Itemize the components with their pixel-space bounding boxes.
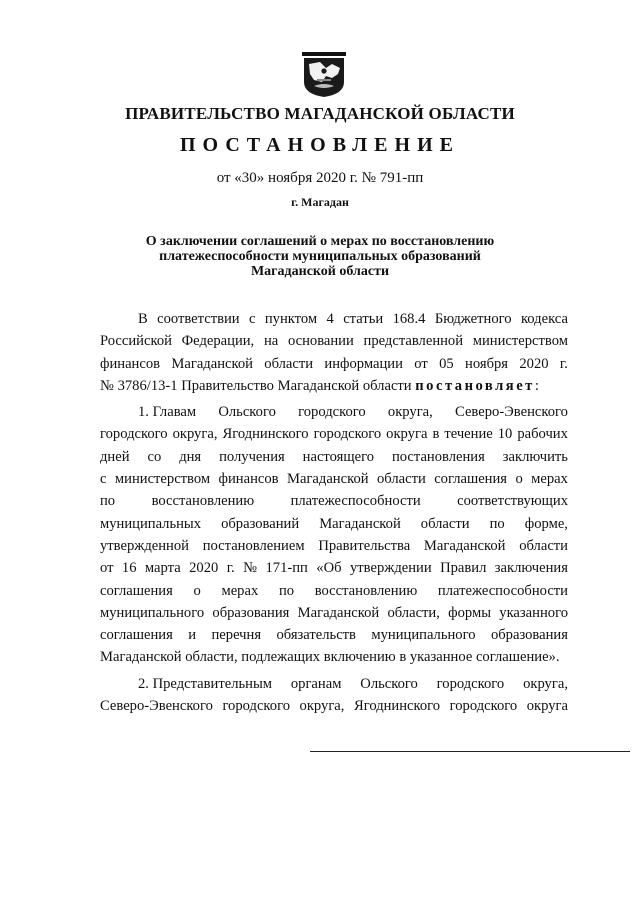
word: по — [278, 582, 295, 599]
word: заключить — [502, 448, 568, 465]
word: течение — [444, 426, 493, 443]
word: Магаданской — [297, 604, 380, 621]
text-line — [100, 557, 568, 579]
word: платежеспособности — [290, 493, 421, 510]
word: указанного — [499, 604, 568, 621]
word: соглашения — [100, 627, 173, 644]
word: о — [193, 582, 201, 599]
word: образований — [221, 515, 300, 532]
word: муниципального — [371, 627, 476, 644]
text-line — [100, 423, 568, 445]
text-line — [100, 490, 568, 512]
document-subject — [0, 234, 640, 279]
line-text: № 3786/13-1 Правительство Магаданской области — [100, 377, 416, 394]
word: Правительства — [318, 537, 411, 554]
word: постановления — [391, 448, 485, 465]
word: городского — [449, 698, 518, 715]
word: № — [243, 560, 258, 577]
word: кодекса — [520, 311, 568, 327]
emphasized-word: постановляет — [415, 377, 535, 394]
word: области — [519, 537, 568, 554]
word: статьи — [343, 311, 384, 327]
word: со — [147, 448, 162, 465]
word: Российской — [100, 333, 172, 350]
word: перечня — [211, 627, 262, 644]
text-line — [100, 468, 568, 490]
word: информации — [324, 355, 403, 372]
line-text: Магаданской области, подлежащих включению в указанное соглашение». — [100, 649, 560, 666]
word: ноября — [465, 355, 509, 372]
word: соглашения — [100, 582, 173, 599]
word: округа, — [172, 426, 218, 443]
word: представленной — [363, 333, 464, 350]
organization-title: ПРАВИТЕЛЬСТВО МАГАДАНСКОЙ ОБЛАСТИ — [125, 104, 515, 123]
word: восстановлению — [151, 493, 255, 510]
word: Магаданской — [286, 471, 369, 488]
word: финансов — [218, 471, 279, 488]
coat-of-arms-icon — [302, 52, 346, 98]
word: 168.4 — [392, 311, 426, 327]
paragraph-item-1 — [100, 401, 568, 669]
word: Ольского — [360, 675, 418, 692]
word: образования — [212, 604, 290, 621]
word: мерах — [221, 582, 259, 599]
word: утверждении — [349, 560, 432, 577]
word: городского — [313, 426, 382, 443]
subject-line: Магаданской области — [250, 264, 390, 279]
word: Правил — [440, 560, 487, 577]
subject-line: платежеспособности муниципальных образований — [159, 249, 481, 264]
word: дней — [100, 448, 130, 465]
word: форме, — [524, 515, 568, 532]
word: соответствии — [157, 311, 240, 327]
word: городского — [100, 426, 168, 443]
word: округа — [386, 426, 428, 443]
word: г. — [559, 355, 568, 372]
text-line — [100, 602, 568, 624]
word: по — [489, 515, 505, 532]
word: получения — [219, 448, 285, 465]
document-body — [100, 308, 568, 717]
word: 2020 — [189, 560, 219, 577]
word: восстановлению — [314, 582, 418, 599]
word: основании — [287, 333, 354, 350]
word: финансов — [100, 355, 161, 372]
word: министерством — [472, 333, 568, 350]
word: мерах — [531, 471, 568, 488]
word: на — [263, 333, 279, 350]
word: области — [376, 471, 426, 488]
word: Бюджетного — [434, 311, 512, 327]
text-line — [100, 673, 568, 695]
text-line — [100, 695, 568, 717]
word: области — [420, 515, 470, 532]
line-text: : — [534, 377, 539, 394]
word: пунктом — [264, 311, 318, 327]
word: муниципальных — [100, 515, 202, 532]
word: утвержденной — [100, 537, 189, 554]
word: Магаданской — [171, 355, 253, 372]
word: округа, — [299, 698, 345, 715]
word: обязательств — [276, 627, 356, 644]
word: Магаданской — [423, 537, 506, 554]
word: Ягоднинского — [353, 698, 441, 715]
document-date-number: от «30» ноября 2020 г. № 791-пп — [216, 170, 424, 186]
text-line — [100, 446, 568, 468]
word: в — [432, 426, 440, 443]
page-bottom-rule — [310, 751, 630, 752]
word: 2020 — [519, 355, 549, 372]
text-line — [100, 401, 568, 423]
paragraph-preamble — [100, 308, 568, 397]
word: 4 — [326, 311, 334, 327]
word: 10 — [497, 426, 513, 443]
word: 1. Главам — [138, 404, 197, 421]
word: заключения — [494, 560, 568, 577]
word: городского — [222, 698, 290, 715]
word: образования — [490, 627, 568, 644]
text-line — [100, 535, 568, 557]
word: 16 — [121, 560, 137, 577]
word: городского — [436, 675, 505, 692]
word: области, — [387, 604, 440, 621]
word: 2. Представительным — [138, 675, 272, 692]
word: рабочих — [517, 426, 568, 443]
word: округа — [526, 698, 568, 715]
text-line — [100, 624, 568, 646]
word: Ольского — [218, 404, 276, 421]
document-city: г. Магадан — [291, 195, 349, 209]
word: «Об — [316, 560, 342, 577]
word: 05 — [439, 355, 454, 372]
text-line — [100, 308, 568, 330]
word: дня — [179, 448, 202, 465]
word: о — [515, 471, 523, 488]
word: Магаданской — [319, 515, 401, 532]
word: формы — [448, 604, 492, 621]
word: Северо-Эвенского — [455, 404, 568, 421]
word: г. — [226, 560, 235, 577]
word: соглашения — [434, 471, 508, 488]
word: городского — [298, 404, 366, 421]
word: области — [264, 355, 314, 372]
word: министерством — [114, 471, 211, 488]
word: Северо-Эвенского — [100, 698, 213, 715]
word: по — [100, 493, 116, 510]
word: муниципального — [100, 604, 205, 621]
word: с — [248, 311, 256, 327]
word: постановлением — [202, 537, 305, 554]
word: настоящего — [302, 448, 374, 465]
text-line — [100, 330, 568, 352]
paragraph-item-2 — [100, 673, 568, 718]
word: с — [100, 471, 107, 488]
word: 171-пп — [265, 560, 308, 577]
text-line — [100, 580, 568, 602]
word: платежеспособности — [437, 582, 568, 599]
word: от — [414, 355, 428, 372]
text-line — [100, 646, 568, 668]
text-line — [100, 353, 568, 375]
subject-line: О заключении соглашений о мерах по восстановлению — [145, 234, 495, 249]
word: соответствующих — [457, 493, 568, 510]
text-line — [100, 375, 568, 397]
document-type: ПОСТАНОВЛЕНИЕ — [180, 134, 460, 156]
word: Федерации, — [181, 333, 255, 350]
word: от — [100, 560, 114, 577]
word: органам — [290, 675, 342, 692]
text-line — [100, 513, 568, 535]
word: В — [138, 311, 148, 327]
word: Ягоднинского — [222, 426, 309, 443]
word: округа, — [523, 675, 568, 692]
word: округа, — [387, 404, 433, 421]
word: и — [188, 627, 197, 644]
word: марта — [144, 560, 181, 577]
